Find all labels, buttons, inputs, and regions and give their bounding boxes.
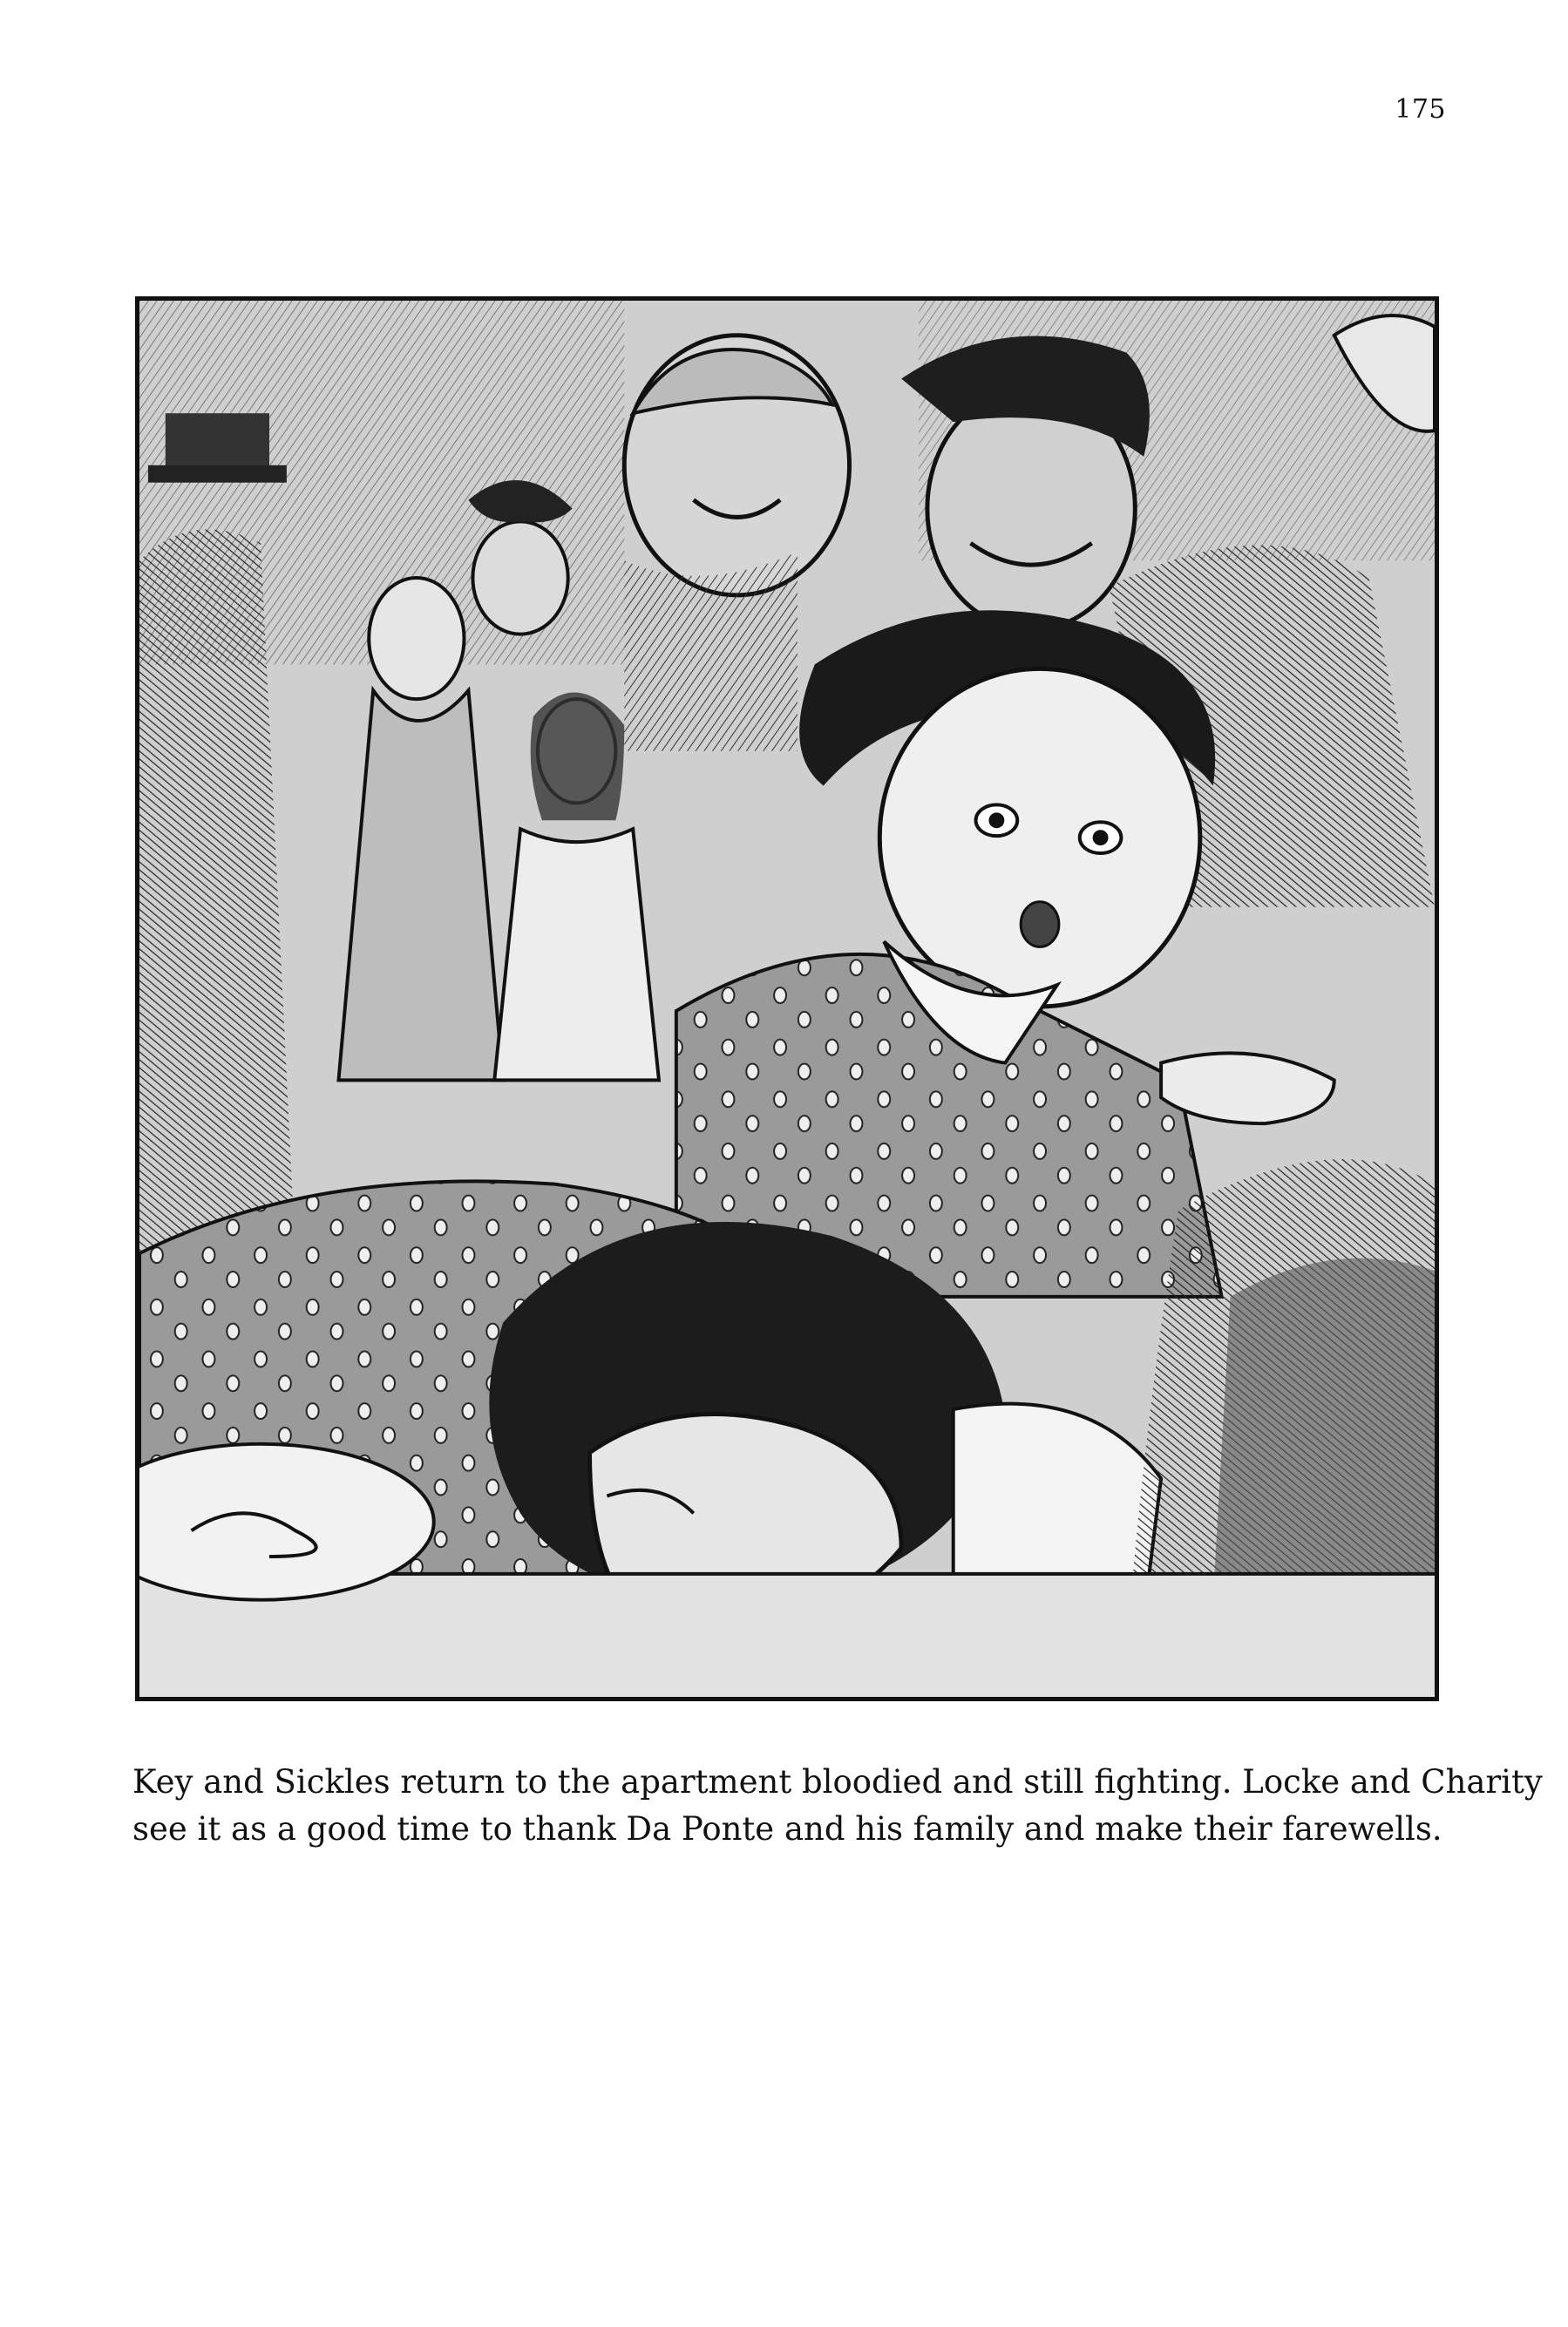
illustration xyxy=(135,296,1439,1701)
caption-line-2: see it as a good time to thank Da Ponte and his family and make their farewells. xyxy=(132,1810,1442,1848)
caption xyxy=(132,1759,1543,1853)
page-number: 175 xyxy=(1395,94,1446,125)
caption-line-1: Key and Sickles return to the apartment bloodied and still fighting. Locke and Charity xyxy=(132,1763,1543,1801)
ink-illustration xyxy=(139,301,1435,1697)
